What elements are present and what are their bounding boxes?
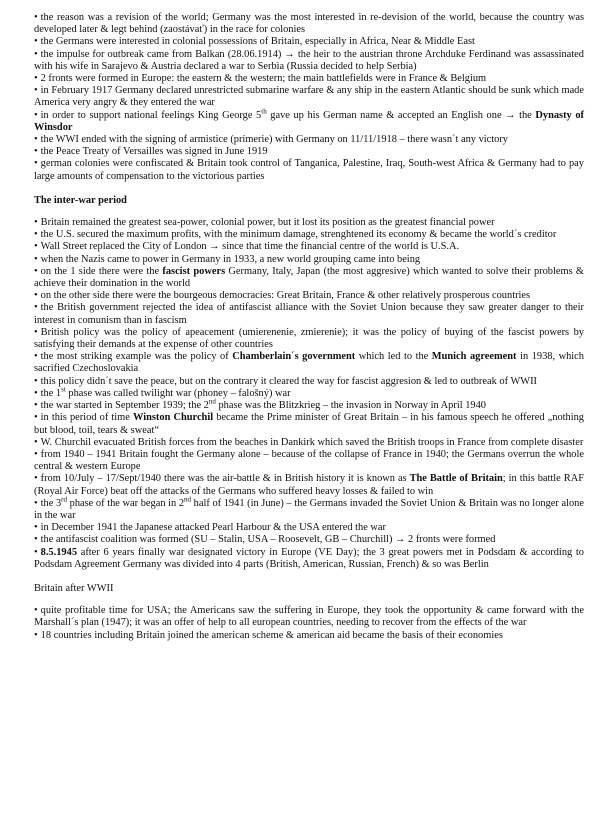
- bullet-item: • this policy didn´t save the peace, but on the contrary it cleared the way for fascist aggresion & led to outbreak of WWII: [34, 376, 584, 388]
- postwar-heading: Britain after WWII: [34, 582, 114, 594]
- bullet-item: • 8.5.1945 after 6 years finally war designated victory in Europe (VE Day); the 3 great powers met in Podsdam & according to Podsdam Agreement Germany was divided into 4 parts (British, American, Russian, French) & so was Berlin: [34, 547, 584, 571]
- postwar-bullet-list: [34, 605, 584, 642]
- bullet-item: • the most striking example was the policy of Chamberlain´s government which led to the Munich agreement in 1938, which sacrified Czechoslovakia: [34, 351, 584, 375]
- bullet-item: • the 1st phase was called twilight war (phoney – falošný) war: [34, 388, 584, 400]
- bullet-item: • the impulse for outbreak came from Balkan (28.06.1914) → the heir to the austrian throne Archduke Ferdinand was assassinated with his wife in Sarajevo & Austria declared a war to Serbia (Russia decided to help Serbia): [34, 49, 584, 73]
- bullet-item: • the reason was a revision of the world; Germany was the most interested in re-devision of the world, because the country was developed later & legt behind (zaostávať) in the race for colonies: [34, 12, 584, 36]
- bullet-item: • British policy was the policy of apeacement (umierenenie, zmierenie); it was the policy of buying of the fascist powers by satisfying their demands at the expense of other countries: [34, 327, 584, 351]
- bullet-item: • quite profitable time for USA; the Americans saw the suffering in Europe, they took the opportunity & came forward with the Marshall´s plan (1947); it was an offer of help to all european countries, needing to recover from the effects of the war: [34, 605, 584, 629]
- ww1-bullet-list: [34, 12, 584, 183]
- bullet-item: • 2 fronts were formed in Europe: the eastern & the western; the main battlefields were in France & Belgium: [34, 73, 584, 85]
- bullet-item: • Britain remained the greatest sea-power, colonial power, but it lost its position as the greatest financial power: [34, 217, 584, 229]
- bullet-item: • the antifascist coalition was formed (SU – Stalin, USA – Roosevelt, GB – Churchill) → 2 fronts were formed: [34, 534, 584, 546]
- bullet-item: • in this period of time Winston Churchil became the Prime minister of Great Britain – in his famous speech he offered „nothing but blood, toil, tears & sweat“: [34, 412, 584, 436]
- bullet-item: • on the 1 side there were the fascist powers Germany, Italy, Japan (the most aggresive) which wanted to solve their problems & achieve their domination in the world: [34, 266, 584, 290]
- bullet-item: • in December 1941 the Japanese attacked Pearl Harbour & the USA entered the war: [34, 522, 584, 534]
- bullet-item: • from 1940 – 1941 Britain fought the Germany alone – because of the collapse of France in 1940; the Germans overrun the whole central & western Europe: [34, 449, 584, 473]
- bullet-item: • when the Nazis came to power in Germany in 1933, a new world grouping came into being: [34, 254, 584, 266]
- bullet-item: • the U.S. secured the maximum profits, with the minimum damage, strenghtened its economy & became the world´s creditor: [34, 229, 584, 241]
- bullet-item: • german colonies were confiscated & Britain took control of Tanganica, Palestine, Iraq, South-west Africa & Germany had to pay large amounts of compensation to the victorious parties: [34, 158, 584, 182]
- bullet-item: • on the other side there were the bourgeous democracies: Great Britain, France & other relatively prosperous countries: [34, 290, 584, 302]
- interwar-heading: The inter-war period: [34, 194, 127, 206]
- bullet-item: • the 3rd phase of the war began in 2nd half of 1941 (in June) – the Germans invaded the Soviet Union & Britain was no longer alone in the war: [34, 498, 584, 522]
- bullet-item: • the Peace Treaty of Versailles was signed in June 1919: [34, 146, 584, 158]
- bullet-item: • in February 1917 Germany declared unrestricted submarine warfare & any ship in the eastern Atlantic should be sunk which made America very angry & they entered the war: [34, 85, 584, 109]
- bullet-item: • the WWI ended with the signing of armistice (prímerie) with Germany on 11/11/1918 – there wasn´t any victory: [34, 134, 584, 146]
- interwar-bullet-list: [34, 217, 584, 571]
- bullet-item: • the Germans were interested in colonial possessions of Britain, especially in Africa, Near & Middle East: [34, 36, 584, 48]
- bullet-item: • Wall Street replaced the City of London → since that time the financial centre of the world is U.S.A.: [34, 241, 584, 253]
- bullet-item: • the British government rejected the idea of antifascist alliance with the Soviet Union because they saw greater danger to their interest in comunism than in fascism: [34, 302, 584, 326]
- bullet-item: • 18 countries including Britain joined the american scheme & american aid became the basis of their economies: [34, 630, 584, 642]
- bullet-item: • W. Churchil evacuated British forces from the beaches in Dankirk which saved the British troops in France from complete disaster: [34, 437, 584, 449]
- bullet-item: • the war started in September 1939; the 2nd phase was the Blitzkrieg – the invasion in Norway in April 1940: [34, 400, 584, 412]
- bullet-item: • from 10/July – 17/Sept/1940 there was the air-battle & in British history it is known as The Battle of Britain; in this battle RAF (Royal Air Force) beat off the attacks of the Germans who suffered heavy losses & failed to win: [34, 473, 584, 497]
- bullet-item: • in order to support national feelings King George 5th gave up his German name & accepted an English one → the Dynasty of Winsdor: [34, 110, 584, 134]
